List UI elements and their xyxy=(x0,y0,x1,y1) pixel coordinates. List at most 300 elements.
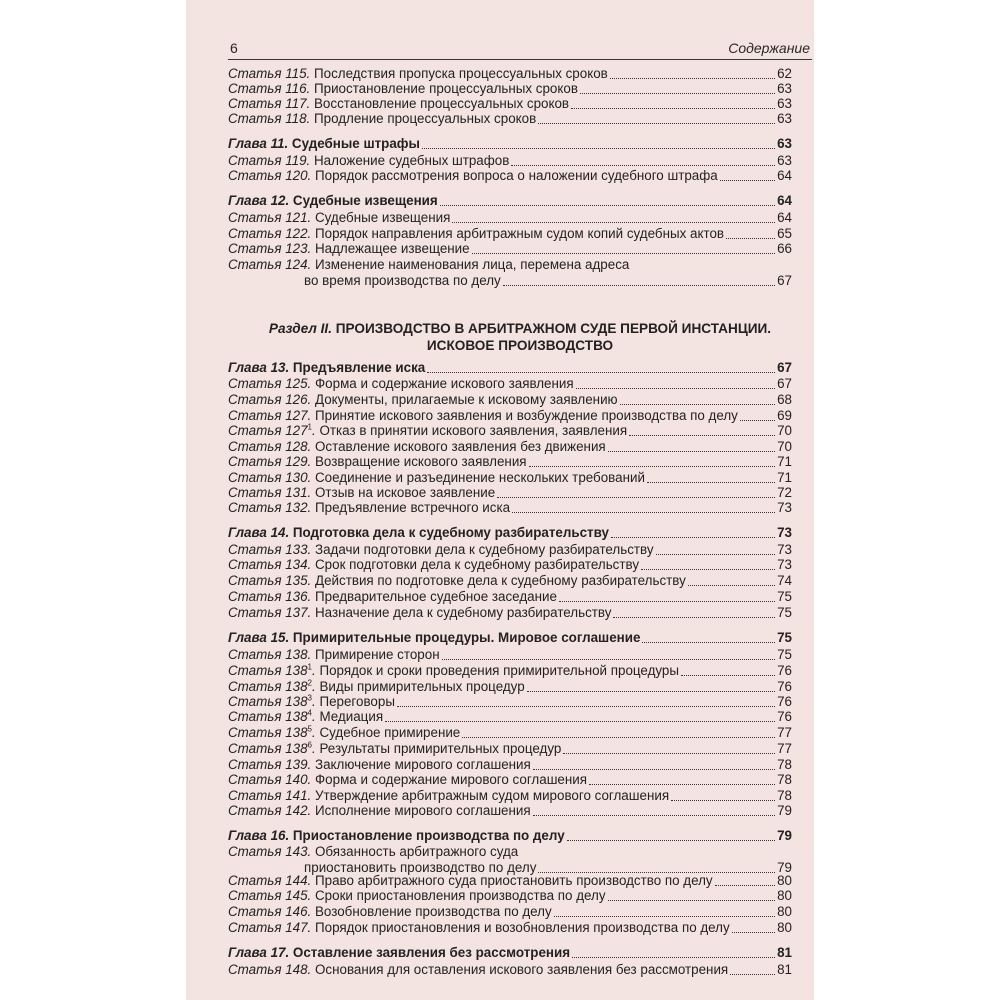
entry-text xyxy=(228,485,495,501)
article-entry xyxy=(228,210,792,226)
entry-title: Результаты примирительных процедур xyxy=(319,741,562,756)
entry-text xyxy=(228,168,718,184)
article-entry xyxy=(228,81,792,97)
entry-title: Наложение судебных штрафов xyxy=(314,153,510,168)
entry-label: Статья 128. xyxy=(228,439,312,454)
entry-label: Статья 138 xyxy=(228,709,308,724)
entry-label: Статья 141. xyxy=(228,788,312,803)
entry-label: Статья 143. xyxy=(228,844,312,859)
article-entry xyxy=(228,454,792,470)
article-entry xyxy=(228,376,792,392)
entry-text xyxy=(228,904,552,920)
article-entry xyxy=(228,500,792,516)
article-entry xyxy=(228,725,792,741)
entry-text xyxy=(228,423,627,439)
entry-page: 63 xyxy=(777,96,792,111)
article-entry xyxy=(228,920,792,936)
dot-leader xyxy=(642,641,775,643)
entry-title: Порядок приостановления и возобновления производства по делу xyxy=(315,920,730,935)
entry-label: Статья 129. xyxy=(228,454,312,469)
dot-leader xyxy=(740,419,775,421)
dot-leader xyxy=(512,511,775,513)
entry-text xyxy=(228,772,587,788)
entry-label-dot: . xyxy=(312,694,316,709)
article-entry xyxy=(228,439,792,455)
entry-page: 66 xyxy=(777,241,792,256)
entry-text xyxy=(228,647,440,663)
entry-title: Отзыв на исковое заявление xyxy=(315,485,496,500)
dot-leader xyxy=(589,783,775,785)
article-entry xyxy=(228,589,792,605)
entry-title: Порядок направления арбитражным судом копий судебных актов xyxy=(315,226,725,241)
entry-title: Судебные извещения xyxy=(292,193,438,208)
dot-leader xyxy=(656,553,776,555)
entry-superscript: 4 xyxy=(307,708,312,718)
article-entry xyxy=(228,168,792,184)
section-title-line2: ИСКОВОЕ ПРОИЗВОДСТВО xyxy=(426,338,614,353)
entry-label-dot: . xyxy=(312,741,316,756)
entry-text xyxy=(228,525,609,541)
entry-page: 63 xyxy=(777,111,792,126)
entry-label: Статья 127 xyxy=(228,423,308,438)
dot-leader xyxy=(720,179,775,181)
entry-title: Изменение наименования лица, перемена адреса xyxy=(315,257,630,272)
entry-label: Статья 127. xyxy=(228,408,312,423)
article-entry xyxy=(228,392,792,408)
entry-label-dot: . xyxy=(312,709,316,724)
chapter-entry xyxy=(228,193,792,209)
chapter-entry xyxy=(228,630,792,646)
entry-text xyxy=(228,454,527,470)
entry-text xyxy=(228,757,531,773)
dot-leader xyxy=(472,252,776,254)
entry-page: 76 xyxy=(777,663,792,678)
entry-label: Статья 139. xyxy=(228,757,312,772)
entry-title: Основания для оставления искового заявления без рассмотрения xyxy=(315,962,729,977)
entry-title: Судебные штрафы xyxy=(291,136,420,151)
entry-label: Статья 119. xyxy=(228,153,311,168)
entry-page: 65 xyxy=(777,226,792,241)
entry-page: 74 xyxy=(777,573,792,588)
article-entry xyxy=(228,557,792,573)
entry-label: Статья 146. xyxy=(228,904,312,919)
entry-text xyxy=(228,408,738,424)
entry-title: Судебные извещения xyxy=(315,210,451,225)
entry-superscript: 2 xyxy=(307,678,312,688)
dot-leader xyxy=(567,839,775,841)
dot-leader xyxy=(497,496,775,498)
entry-page: 80 xyxy=(777,920,792,935)
entry-text xyxy=(228,741,561,757)
entry-title: Обязанность арбитражного суда xyxy=(315,844,519,859)
entry-title: Предъявление встречного иска xyxy=(315,500,511,515)
dot-leader xyxy=(563,752,775,754)
article-entry xyxy=(228,888,792,904)
entry-label: Статья 121. xyxy=(228,210,312,225)
entry-page: 78 xyxy=(777,757,792,772)
entry-label: Статья 145. xyxy=(228,888,312,903)
entry-label: Глава 15. xyxy=(228,630,290,645)
entry-page: 76 xyxy=(777,694,792,709)
entry-text xyxy=(228,96,569,112)
entry-text xyxy=(228,605,611,621)
entry-label: Статья 125. xyxy=(228,376,312,391)
entry-page: 75 xyxy=(777,647,792,662)
article-entry xyxy=(228,470,792,486)
dot-leader xyxy=(571,107,775,109)
entry-title: Сроки приостановления производства по делу xyxy=(315,888,606,903)
entry-title: Медиация xyxy=(319,709,384,724)
entry-page: 70 xyxy=(777,423,792,438)
entry-label: Статья 117. xyxy=(228,96,311,111)
dot-leader xyxy=(688,584,775,586)
entry-text xyxy=(228,136,420,152)
entry-text xyxy=(228,360,425,376)
entry-text xyxy=(228,81,578,97)
entry-label: Статья 135. xyxy=(228,573,312,588)
entry-page: 80 xyxy=(777,873,792,888)
entry-title: Возобновление производства по делу xyxy=(315,904,552,919)
chapter-entry xyxy=(228,945,792,961)
entry-title: Утверждение арбитражным судом мирового соглашения xyxy=(315,788,670,803)
article-entry xyxy=(228,772,792,788)
entry-label: Статья 136. xyxy=(228,589,312,604)
entry-page: 71 xyxy=(777,454,792,469)
entry-page: 73 xyxy=(777,525,792,540)
entry-title: Принятие искового заявления и возбуждение производства по делу xyxy=(315,408,738,423)
entry-title: Соединение и разъединение нескольких требований xyxy=(315,470,645,485)
chapter-entry xyxy=(228,360,792,376)
dot-leader xyxy=(608,899,776,901)
entry-label: Статья 138 xyxy=(228,741,308,756)
entry-page: 75 xyxy=(777,589,792,604)
entry-text xyxy=(228,962,728,978)
entry-label: Статья 138 xyxy=(228,725,308,740)
entry-label: Статья 130. xyxy=(228,470,312,485)
entry-label: Статья 147. xyxy=(228,920,312,935)
entry-label: Статья 142. xyxy=(228,803,312,818)
entry-label: Статья 122. xyxy=(228,226,312,241)
entry-label: Статья 126. xyxy=(228,392,312,407)
entry-title: Приостановление производства по делу xyxy=(292,828,565,843)
entry-label: Статья 118. xyxy=(228,111,311,126)
article-entry xyxy=(228,96,792,112)
dot-leader xyxy=(538,122,775,124)
entry-label-dot: . xyxy=(312,423,316,438)
entry-title: Задачи подготовки дела к судебному разбирательству xyxy=(315,542,654,557)
entry-continuation-text: во время производства по делу xyxy=(304,273,501,288)
dot-leader xyxy=(608,450,775,452)
entry-text xyxy=(228,630,640,646)
entry-text xyxy=(228,828,565,844)
entry-label: Статья 140. xyxy=(228,772,312,787)
entry-page: 67 xyxy=(777,273,792,288)
entry-label: Глава 12. xyxy=(228,193,290,208)
entry-superscript: 1 xyxy=(307,662,312,672)
entry-page: 75 xyxy=(777,630,792,645)
entry-page: 64 xyxy=(777,168,792,183)
article-entry xyxy=(228,111,792,127)
entry-page: 62 xyxy=(777,66,792,81)
dot-leader xyxy=(462,736,775,738)
entry-title: Примирение сторон xyxy=(315,647,440,662)
entry-title: Исполнение мирового соглашения xyxy=(315,803,531,818)
entry-label: Статья 133. xyxy=(228,542,312,557)
entry-superscript: 5 xyxy=(307,724,312,734)
dot-leader xyxy=(611,536,775,538)
entry-text xyxy=(228,888,606,904)
entry-text xyxy=(228,210,450,226)
entry-page: 76 xyxy=(777,679,792,694)
entry-title: Восстановление процессуальных сроков xyxy=(314,96,570,111)
entry-title: Оставление заявления без рассмотрения xyxy=(292,945,571,960)
dot-leader xyxy=(397,705,775,707)
entry-page: 81 xyxy=(777,945,792,960)
entry-label: Статья 123. xyxy=(228,241,312,256)
dot-leader xyxy=(422,147,775,149)
entry-title: Примирительные процедуры. Мировое соглашение xyxy=(292,630,641,645)
entry-page: 76 xyxy=(777,709,792,724)
entry-page: 78 xyxy=(777,772,792,787)
dot-leader xyxy=(572,956,775,958)
entry-text xyxy=(228,257,629,273)
dot-leader xyxy=(732,931,775,933)
dot-leader xyxy=(503,284,775,286)
dot-leader xyxy=(452,221,775,223)
section-title-line1: ПРОИЗВОДСТВО В АРБИТРАЖНОМ СУДЕ ПЕРВОЙ ИНСТАНЦИИ. xyxy=(335,321,772,336)
entry-page: 71 xyxy=(777,470,792,485)
entry-text xyxy=(228,542,654,558)
article-entry xyxy=(228,873,792,889)
dot-leader xyxy=(726,237,775,239)
entry-text xyxy=(228,589,557,605)
article-entry xyxy=(228,788,792,804)
entry-title: Отказ в принятии искового заявления, заявления xyxy=(319,423,628,438)
entry-label: Глава 14. xyxy=(228,525,290,540)
entry-page: 64 xyxy=(777,193,792,208)
entry-title: Оставление искового заявления без движения xyxy=(315,439,606,454)
article-entry xyxy=(228,241,792,257)
entry-page: 68 xyxy=(777,392,792,407)
entry-page: 73 xyxy=(777,557,792,572)
dot-leader xyxy=(610,77,775,79)
entry-label: Глава 11. xyxy=(228,136,289,151)
entry-page: 73 xyxy=(777,542,792,557)
entry-label: Статья 148. xyxy=(228,962,312,977)
dot-leader xyxy=(533,814,775,816)
page-number: 6 xyxy=(230,40,238,56)
section-label: Раздел II. xyxy=(268,321,332,336)
entry-superscript: 1 xyxy=(307,422,312,432)
entry-page: 73 xyxy=(777,500,792,515)
article-entry xyxy=(228,962,792,978)
entry-label: Статья 138 xyxy=(228,694,308,709)
dot-leader xyxy=(527,690,775,692)
entry-label: Статья 138. xyxy=(228,647,312,662)
entry-page: 79 xyxy=(777,828,792,843)
entry-title: Возвращение искового заявления xyxy=(315,454,527,469)
dot-leader xyxy=(715,884,775,886)
article-entry xyxy=(228,663,792,679)
entry-label: Статья 132. xyxy=(228,500,312,515)
entry-text xyxy=(228,66,608,82)
entry-page: 79 xyxy=(777,860,792,875)
entry-title: Последствия пропуска процессуальных сроков xyxy=(314,66,608,81)
entry-title: Право арбитражного суда приостановить производство по делу xyxy=(315,873,713,888)
article-entry xyxy=(228,647,792,663)
dot-leader xyxy=(529,465,776,467)
entry-text xyxy=(228,439,606,455)
dot-leader xyxy=(442,658,776,660)
dot-leader xyxy=(681,674,775,676)
entry-title: Продление процессуальных сроков xyxy=(314,111,537,126)
entry-label: Глава 16. xyxy=(228,828,290,843)
entry-text xyxy=(228,226,724,242)
chapter-entry xyxy=(228,136,792,152)
entry-label-dot: . xyxy=(312,663,316,678)
entry-superscript: 3 xyxy=(307,693,312,703)
dot-leader xyxy=(576,387,775,389)
entry-text xyxy=(228,663,679,679)
entry-label: Статья 124. xyxy=(228,257,312,272)
entry-text xyxy=(228,945,570,961)
entry-page: 80 xyxy=(777,888,792,903)
entry-label: Глава 17. xyxy=(228,945,290,960)
entry-page: 80 xyxy=(777,904,792,919)
entry-label: Статья 131. xyxy=(228,485,312,500)
entry-title: Форма и содержание искового заявления xyxy=(315,376,574,391)
dot-leader xyxy=(427,371,775,373)
dot-leader xyxy=(641,568,775,570)
article-entry xyxy=(228,423,792,439)
entry-title: Предъявление иска xyxy=(292,360,426,375)
entry-page: 75 xyxy=(777,605,792,620)
entry-label: Статья 144. xyxy=(228,873,312,888)
entry-label: Статья 120. xyxy=(228,168,312,183)
entry-text xyxy=(228,803,531,819)
dot-leader xyxy=(647,481,775,483)
article-entry xyxy=(228,904,792,920)
entry-text xyxy=(228,844,518,860)
article-entry xyxy=(228,844,518,860)
entry-title: Назначение дела к судебному разбирательству xyxy=(315,605,612,620)
entry-page: 70 xyxy=(777,439,792,454)
dot-leader xyxy=(629,434,775,436)
entry-title: Заключение мирового соглашения xyxy=(315,757,531,772)
entry-title: Надлежащее извещение xyxy=(315,241,470,256)
entry-title: Форма и содержание мирового соглашения xyxy=(315,772,588,787)
entry-label: Статья 115. xyxy=(228,66,311,81)
entry-title: Подготовка дела к судебному разбирательству xyxy=(292,525,609,540)
entry-continuation xyxy=(304,273,792,289)
entry-page: 77 xyxy=(777,725,792,740)
entry-title: Виды примирительных процедур xyxy=(319,679,525,694)
entry-superscript: 6 xyxy=(307,740,312,750)
entry-text xyxy=(228,500,510,516)
entry-text xyxy=(228,153,509,169)
entry-text xyxy=(228,557,639,573)
entry-title: Переговоры xyxy=(319,694,395,709)
running-title: Содержание xyxy=(728,40,810,56)
entry-continuation-text: приостановить производство по делу xyxy=(304,860,537,875)
dot-leader xyxy=(580,92,775,94)
dot-leader xyxy=(554,915,775,917)
entry-text xyxy=(228,376,574,392)
article-entry xyxy=(228,573,792,589)
chapter-entry xyxy=(228,828,792,844)
article-entry xyxy=(228,485,792,501)
entry-text xyxy=(228,679,525,695)
entry-label: Статья 134. xyxy=(228,557,312,572)
entry-title: Порядок и сроки проведения примирительной процедуры xyxy=(319,663,680,678)
article-entry xyxy=(228,153,792,169)
entry-text xyxy=(228,725,460,741)
dot-leader xyxy=(613,616,775,618)
entry-page: 72 xyxy=(777,485,792,500)
entry-text xyxy=(228,788,669,804)
article-entry xyxy=(228,226,792,242)
article-entry xyxy=(228,741,792,757)
entry-text xyxy=(228,920,730,936)
entry-title: Предварительное судебное заседание xyxy=(315,589,557,604)
entry-text xyxy=(228,573,686,589)
article-entry xyxy=(228,66,792,82)
entry-page: 81 xyxy=(777,962,792,977)
article-entry xyxy=(228,542,792,558)
article-entry xyxy=(228,408,792,424)
dot-leader xyxy=(559,600,775,602)
entry-title: Документы, прилагаемые к исковому заявлению xyxy=(315,392,618,407)
entry-label: Статья 138 xyxy=(228,679,308,694)
dot-leader xyxy=(533,768,775,770)
entry-label-dot: . xyxy=(312,725,316,740)
entry-text xyxy=(228,873,713,889)
entry-page: 79 xyxy=(777,803,792,818)
entry-label: Статья 137. xyxy=(228,605,312,620)
article-entry xyxy=(228,803,792,819)
entry-label-dot: . xyxy=(312,679,316,694)
article-entry xyxy=(228,679,792,695)
dot-leader xyxy=(620,403,775,405)
entry-page: 77 xyxy=(777,741,792,756)
entry-label: Глава 13. xyxy=(228,360,290,375)
entry-page: 63 xyxy=(777,153,792,168)
entry-text xyxy=(228,241,470,257)
entry-text xyxy=(228,111,536,127)
article-entry xyxy=(228,257,629,273)
entry-title: Приостановление процессуальных сроков xyxy=(314,81,578,96)
chapter-entry xyxy=(228,525,792,541)
article-entry xyxy=(228,709,792,725)
entry-text xyxy=(228,470,645,486)
article-entry xyxy=(228,757,792,773)
entry-text xyxy=(228,193,438,209)
entry-page: 67 xyxy=(777,376,792,391)
article-entry xyxy=(228,605,792,621)
entry-page: 78 xyxy=(777,788,792,803)
dot-leader xyxy=(440,204,775,206)
dot-leader xyxy=(671,799,775,801)
dot-leader xyxy=(511,164,775,166)
dot-leader xyxy=(730,973,775,975)
entry-page: 63 xyxy=(777,136,792,151)
entry-label: Статья 138 xyxy=(228,663,308,678)
entry-title: Действия по подготовке дела к судебному разбирательству xyxy=(315,573,686,588)
entry-title: Судебное примирение xyxy=(319,725,461,740)
article-entry xyxy=(228,694,792,710)
dot-leader xyxy=(385,720,775,722)
entry-page: 67 xyxy=(777,360,792,375)
